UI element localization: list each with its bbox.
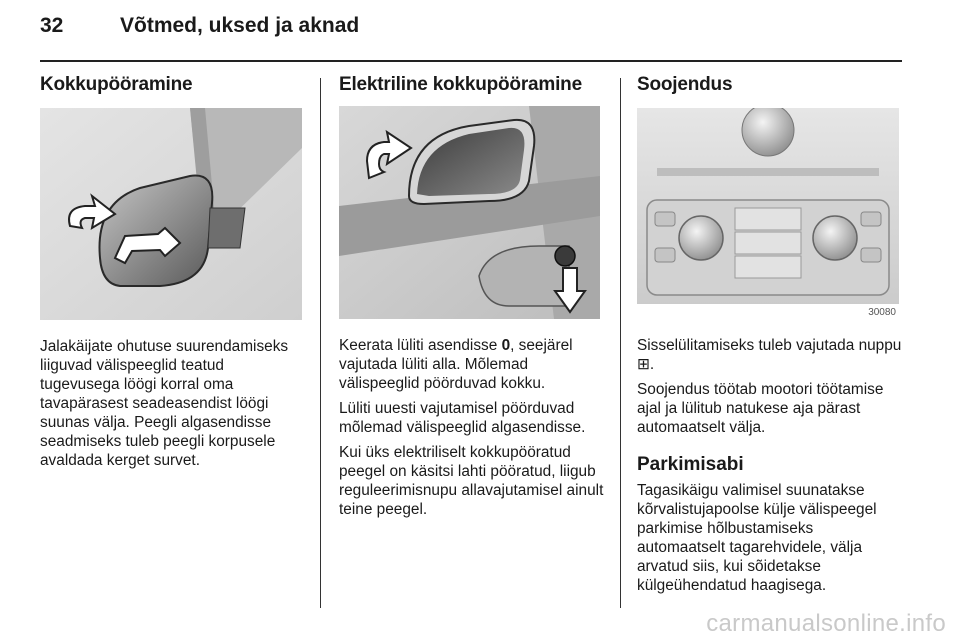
page-header [40, 14, 902, 54]
column-electric-folding [339, 74, 607, 96]
climate-panel-svg [637, 108, 899, 320]
paragraph-electric-3: Kui üks elektriliselt kokkupööratud peegel on käsitsi lahti pööratud, liigub reguleerimisnupu allavajutamisel ainult teine peegel. [339, 444, 604, 518]
heated-mirror-icon: ⊞ [637, 356, 650, 373]
heading-folding: Kokkupööramine [40, 74, 193, 95]
paragraph-folding: Jalakäijate ohutuse suurendamiseks liiguvad välispeeglid teatud tugevusega löögi korral oma tavapärasest seadeasendist löögi suunas välja. Peegli algasendisse seadmiseks tuleb peegli korpusele avaldada kerget survet. [40, 338, 289, 469]
page-number: 32 [40, 14, 64, 37]
figure-number: 30080 [868, 307, 896, 318]
text-part: Sisselülitamiseks tuleb vajutada nuppu [637, 337, 902, 354]
heading-heating: Soojendus [637, 74, 733, 95]
text-part: , seejärel vajutada lüliti alla. Mõlemad välispeeglid pöörduvad kokku. [339, 337, 573, 392]
paragraph-electric-1 [339, 336, 609, 393]
text-part: . [649, 356, 655, 373]
column-heating [637, 74, 903, 96]
watermark: carmanualsonline.info [706, 610, 946, 637]
illustration-climate-panel [637, 108, 899, 320]
paragraph-heating-1 [637, 336, 905, 374]
paragraph-heating-2: Soojendus töötab mootori töötamise ajal ja lülitub natukese aja pärast automaatselt välja. [637, 381, 884, 436]
column-folding [40, 74, 306, 96]
column-divider-2 [620, 78, 621, 608]
paragraph-parking-assist: Tagasikäigu valimisel suunatakse kõrvalistujapoolse külje välispeegel parkimise hõlbustamiseks automaatselt tagarehvidele, välja arvatud siis, kui sõidetakse külgeühendatud haagisega. [637, 482, 877, 594]
switch-position-symbol: 0 [501, 337, 511, 354]
electric-folding-svg [339, 106, 600, 319]
text-folding [40, 337, 306, 476]
column-divider-1 [320, 78, 321, 608]
text-parking-assist [637, 481, 905, 601]
paragraph-electric-2: Lüliti uuesti vajutamisel pöörduvad mõlemad välispeeglid algasendisse. [339, 400, 586, 436]
chapter-title: Võtmed, uksed ja aknad [120, 14, 360, 37]
heading-electric-folding: Elektriline kokkupööramine [339, 74, 582, 95]
heading-parking-assist: Parkimisabi [637, 454, 744, 475]
illustration-mirror-folding [40, 108, 302, 320]
text-heating [637, 336, 905, 443]
header-rule [40, 60, 902, 62]
text-part: Keerata lüliti asendisse [339, 337, 502, 354]
illustration-electric-folding [339, 106, 600, 319]
text-electric-folding [339, 336, 609, 525]
mirror-folding-svg [40, 108, 302, 320]
